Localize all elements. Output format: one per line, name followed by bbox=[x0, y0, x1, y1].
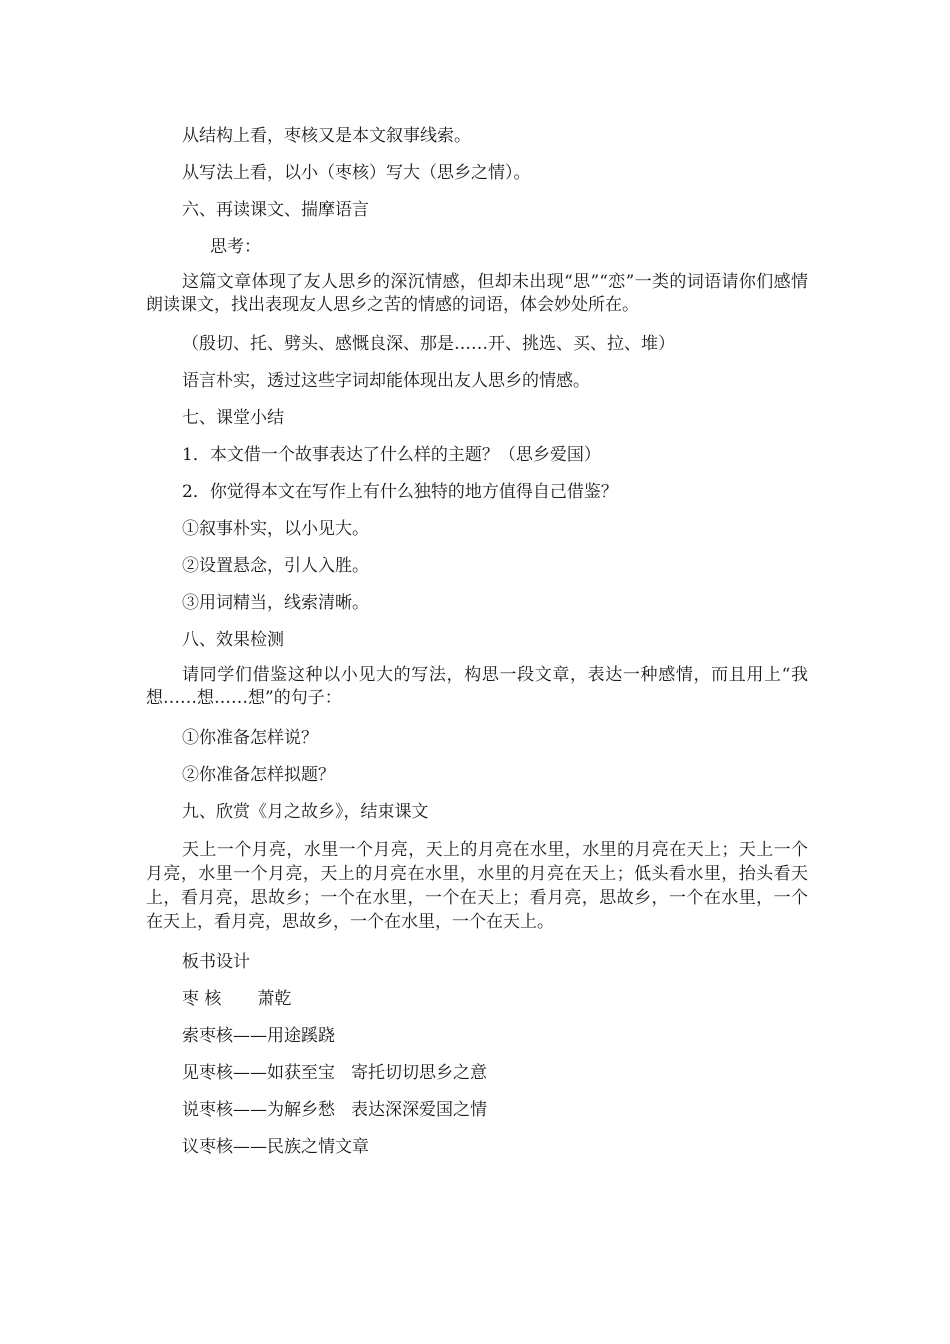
paragraph-think: 思考： bbox=[210, 237, 261, 257]
summary-point-1: ①叙事朴实，以小见大。 bbox=[182, 519, 369, 539]
board-line-3 bbox=[182, 1100, 808, 1120]
summary-point-2: ②设置悬念，引人入胜。 bbox=[182, 556, 369, 576]
heading-section-8: 八、效果检测 bbox=[182, 630, 284, 650]
board-title: 枣 核 bbox=[182, 989, 222, 1009]
summary-item-2: 2．你觉得本文在写作上有什么独特的地方值得自己借鉴？ bbox=[182, 482, 618, 502]
exercise-point-2: ②你准备怎样拟题？ bbox=[182, 765, 335, 785]
board-line-1: 索枣核——用途蹊跷 bbox=[182, 1026, 335, 1046]
heading-section-9: 九、欣赏《月之故乡》，结束课文 bbox=[182, 802, 429, 822]
board-author: 萧乾 bbox=[257, 989, 292, 1009]
paragraph-question: 这篇文章体现了友人思乡的深沉情感，但却未出现“思”“恋”一类的词语请你们感情朗读课文，找出表现友人思乡之苦的情感的词语，体会妙处所在。 bbox=[146, 272, 808, 315]
board-line-4: 议枣核——民族之情文章 bbox=[182, 1137, 369, 1157]
board-line-3-right: 表达深深爱国之情 bbox=[351, 1100, 487, 1120]
board-line-2-left: 见枣核——如获至宝 bbox=[182, 1063, 335, 1083]
paragraph-exercise: 请同学们借鉴这种以小见大的写法，构思一段文章，表达一种感情，而且用上“我想……想……想”的句子： bbox=[146, 665, 808, 708]
board-line-2 bbox=[182, 1063, 808, 1083]
heading-section-7: 七、课堂小结 bbox=[182, 408, 284, 428]
paragraph-structure: 从结构上看，枣核又是本文叙事线索。 bbox=[182, 126, 471, 146]
poem-moon-hometown: 天上一个月亮，水里一个月亮，天上的月亮在水里，水里的月亮在天上；天上一个月亮，水里一个月亮，天上的月亮在水里，水里的月亮在天上；低头看水里，抬头看天上，看月亮，思故乡；一个在水里，一个在天上；看月亮，思故乡，一个在水里，一个在天上，看月亮，思故乡，一个在水里，一个在天上。 bbox=[146, 840, 808, 932]
paragraph-writing: 从写法上看，以小（枣核）写大（思乡之情）。 bbox=[182, 163, 531, 183]
board-line-3-left: 说枣核——为解乡愁 bbox=[182, 1100, 335, 1120]
paragraph-words: （殷切、托、劈头、感慨良深、那是……开、挑选、买、拉、堆） bbox=[182, 334, 675, 354]
board-line-2-right: 寄托切切思乡之意 bbox=[351, 1063, 487, 1083]
summary-item-1: 1．本文借一个故事表达了什么样的主题？（思乡爱国） bbox=[182, 445, 601, 465]
board-title-line bbox=[182, 989, 808, 1009]
heading-section-6: 六、再读课文、揣摩语言 bbox=[182, 200, 369, 220]
paragraph-language: 语言朴实，透过这些字词却能体现出友人思乡的情感。 bbox=[182, 371, 590, 391]
exercise-point-1: ①你准备怎样说？ bbox=[182, 728, 318, 748]
heading-board-design: 板书设计 bbox=[182, 952, 250, 972]
summary-point-3: ③用词精当，线索清晰。 bbox=[182, 593, 369, 613]
